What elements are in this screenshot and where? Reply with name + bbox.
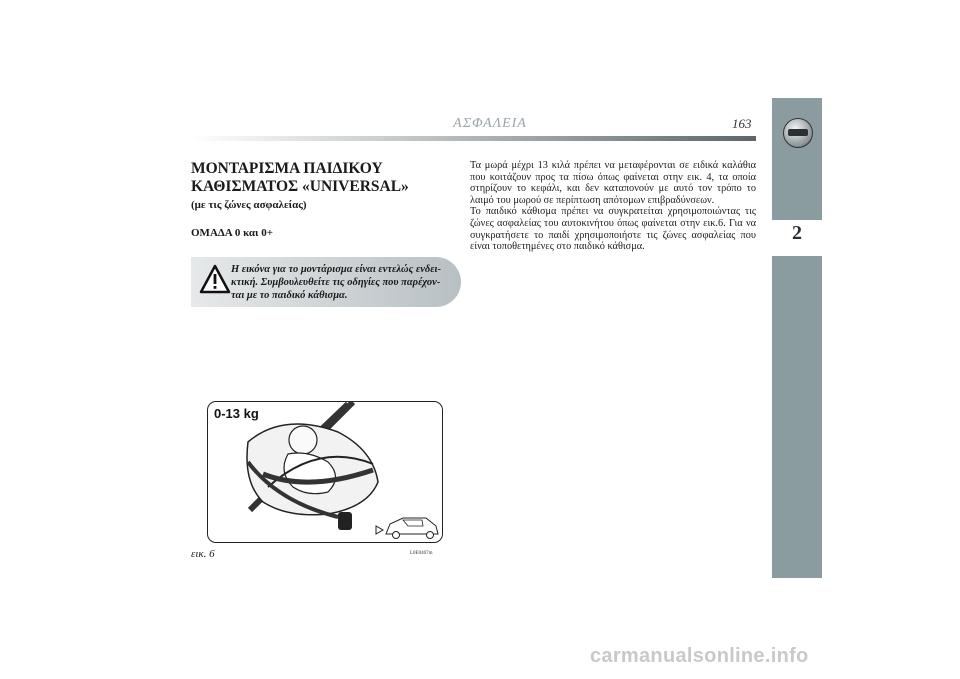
section-title-line-2: ΚΑΘΙΣΜΑΤΟΣ «UNIVERSAL» (191, 178, 409, 195)
section-title (191, 160, 461, 196)
warning-text (231, 263, 451, 302)
figure-caption: εικ. 6 (191, 548, 215, 560)
chapter-side-band (772, 98, 822, 578)
chapter-number: 2 (792, 222, 802, 244)
body-paragraph-2: Το παιδικό κάθισμα πρέπει να συγκρατείται χρησιμοποιώντας τις ζώνες ασφαλείας του αυτοκινήτου όπως φαίνεται στην εικ.6. Για να συγκρατήσετε το παιδί χρησιμοποιήστε τις ζώνες ασφαλείας που είναι τοποθετημένες στο παιδικό κάθισμα. (470, 206, 756, 253)
body-paragraph-1: Τα μωρά μέχρι 13 κιλά πρέπει να μεταφέρονται σε ειδικά καλάθια που κοιτάζουν προς τα πίσω όπως φαίνεται στην εικ. 4, τα οποία στηρίζουν το κεφάλι, και δεν καταπονούν με αυτό τον τρόπο το λαιμό του μωρού σε περίπτωση απότομων επιβραδύνσεων. (470, 160, 756, 206)
section-title-line-1: ΜΟΝΤΑΡΙΣΜΑ ΠΑΙΔΙΚΟΥ (191, 160, 383, 177)
body-text (470, 160, 756, 253)
warning-line-2: κτική. Συμβουλευθείτε τις οδηγίες που παρέχον- (231, 277, 441, 288)
warning-box (191, 257, 461, 307)
page-number: 163 (732, 116, 752, 131)
watermark: carmanualsonline.info (590, 645, 809, 667)
warning-line-3: ται με το παιδικό κάθισμα. (231, 290, 348, 301)
running-header-title: ΑΣΦΑΛΕΙΑ (453, 116, 527, 131)
child-seat-drawing (208, 402, 442, 542)
weight-label: 0-13 kg (214, 406, 259, 421)
lancia-logo-icon (783, 118, 813, 148)
figure-code: L0E0407m (410, 551, 433, 556)
group-heading: ΟΜΑΔΑ 0 και 0+ (191, 227, 273, 239)
section-subtitle: (με τις ζώνες ασφαλείας) (191, 199, 307, 211)
warning-triangle-icon (199, 263, 231, 295)
header-rule (190, 136, 756, 141)
child-seat-illustration (207, 401, 443, 543)
warning-line-1: Η εικόνα για το μοντάρισμα είναι εντελώς ενδει- (231, 264, 441, 275)
